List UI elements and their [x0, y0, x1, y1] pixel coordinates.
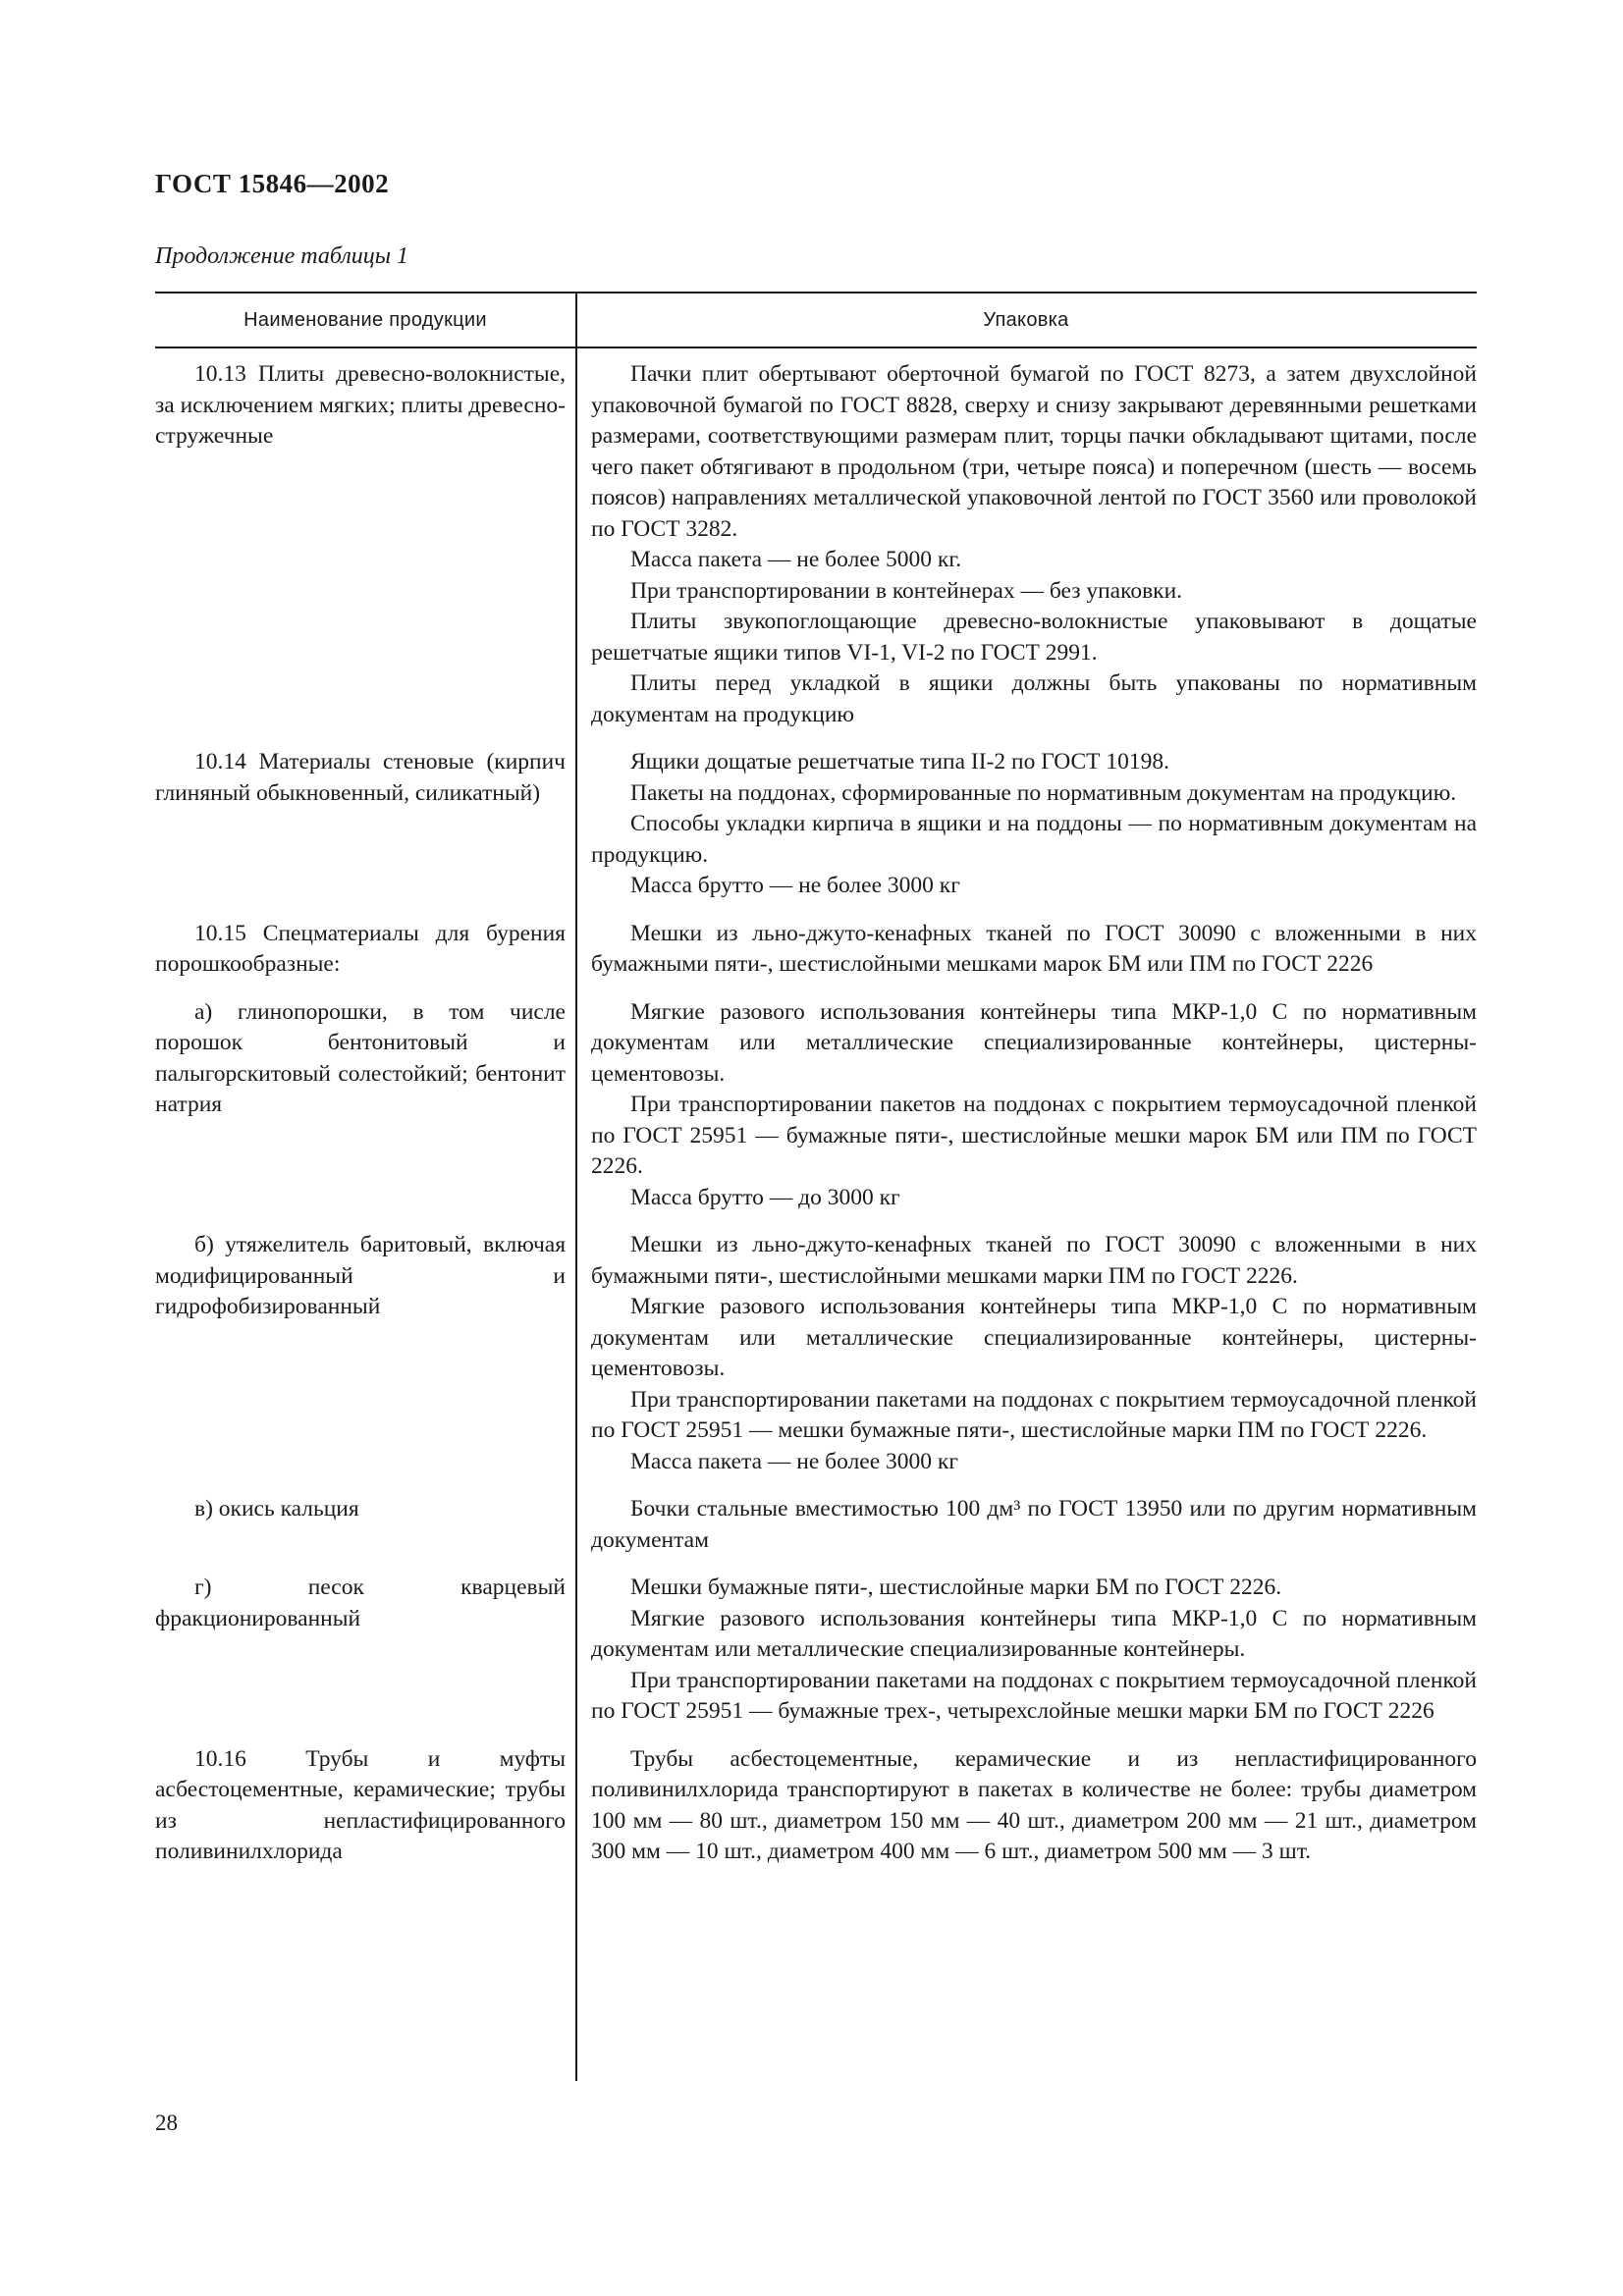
packaging-paragraph: Мягкие разового использования контейнеры типа МКР-1,0 С по нормативным документам или металлические специализированные контейнеры, цистерны-цементовозы.	[591, 1294, 1477, 1381]
product-name: 10.14 Материалы стеновые (кирпич глиняный обыкновенный, силикатный)	[155, 749, 566, 806]
packaging-table	[155, 292, 1477, 1885]
table-header	[155, 292, 1477, 348]
document-id: ГОСТ 15846—2002	[155, 169, 390, 198]
packaging-paragraph: Трубы асбестоцементные, керамические и из непластифицированного поливинилхлорида транспортируют в пакетах в количестве не более: трубы диаметром 100 мм — 80 шт., диаметром 150 мм — 40 шт., диаметром 200 мм — 21 шт., диаметром 300 мм — 10 шт., диаметром 400 мм — 6 шт., диаметром 500 мм — 3 шт.	[591, 1745, 1477, 1864]
packaging-paragraph: Мешки из льно-джуто-кенафных тканей по ГОСТ 30090 с вложенными в них бумажными пяти-, шестислойными мешками марки ПМ по ГОСТ 2226.	[591, 1232, 1477, 1289]
product-name: 10.15 Спецматериалы для бурения порошкообразные:	[155, 920, 566, 977]
packaging-paragraph: При транспортировании пакетами на поддонах с покрытием термоусадочной пленкой по ГОСТ 25951 — мешки бумажные пяти-, шестислойные марки ПМ по ГОСТ 2226.	[591, 1386, 1477, 1443]
packaging-description	[575, 359, 1477, 730]
column-header-packaging: Упаковка	[983, 308, 1069, 331]
packaging-description	[575, 1494, 1477, 1556]
packaging-paragraph: Ящики дощатые решетчатые типа II-2 по ГОСТ 10198.	[630, 749, 1170, 774]
table-row	[155, 1494, 1477, 1556]
packaging-paragraph: Плиты перед укладкой в ящики должны быть упакованы по нормативным документам на продукцию	[591, 670, 1477, 727]
table-row	[155, 1573, 1477, 1728]
table-row	[155, 1744, 1477, 1868]
packaging-paragraph: Пачки плит обертывают оберточной бумагой по ГОСТ 8273, а затем двухслойной упаковочной бумагой по ГОСТ 8828, сверху и снизу закрывают деревянными решетками размерами, соответствующими размерам плит, торцы пачки обкладывают щитами, после чего пакет обтягивают в продольном (три, четыре пояса) и поперечном (шесть — восемь поясов) направлениях металлической упаковочной лентой по ГОСТ 3560 или проволокой по ГОСТ 3282.	[591, 361, 1477, 542]
packaging-paragraph: Масса брутто — до 3000 кг	[630, 1184, 900, 1210]
packaging-description	[575, 1573, 1477, 1728]
table-row	[155, 359, 1477, 730]
product-name: г) песок кварцевый фракционированный	[155, 1575, 566, 1631]
page-number: 28	[155, 2110, 178, 2135]
packaging-paragraph: Бочки стальные вместимостью 100 дм³ по ГОСТ 13950 или по другим нормативным документам	[591, 1496, 1477, 1553]
table-continuation-caption: Продолжение таблицы 1	[155, 243, 409, 269]
packaging-paragraph: При транспортировании в контейнерах — без упаковки.	[630, 577, 1183, 604]
packaging-paragraph: Масса брутто — не более 3000 кг	[630, 873, 960, 898]
packaging-description	[575, 1230, 1477, 1477]
product-name: 10.16 Трубы и муфты асбестоцементные, керамические; трубы из непластифицированного поливинилхлорида	[155, 1745, 566, 1864]
product-name: б) утяжелитель баритовый, включая модифицированный и гидрофобизированный	[155, 1232, 566, 1319]
table-row	[155, 997, 1477, 1214]
packaging-paragraph: Мягкие разового использования контейнеры типа МКР-1,0 С по нормативным документам или металлические специализированные контейнеры, цистерны-цементовозы.	[591, 998, 1477, 1087]
table-row	[155, 747, 1477, 902]
table-row	[155, 1230, 1477, 1477]
column-header-product: Наименование продукции	[243, 308, 487, 331]
column-divider	[575, 292, 577, 2081]
packaging-description	[575, 1744, 1477, 1868]
table-body	[155, 348, 1477, 1868]
packaging-paragraph: Масса пакета — не более 3000 кг	[630, 1448, 958, 1474]
packaging-paragraph: Способы укладки кирпича в ящики и на поддоны — по нормативным документам на продукцию.	[591, 811, 1477, 868]
packaging-paragraph: Плиты звукопоглощающие древесно-волокнистые упаковывают в дощатые решетчатые ящики типов VI-1, VI-2 по ГОСТ 2991.	[591, 609, 1477, 666]
table-row	[155, 919, 1477, 981]
product-name: а) глинопорошки, в том числе порошок бентонитовый и палыгорскитовый солестойкий; бентонит натрия	[155, 998, 566, 1117]
packaging-description	[575, 919, 1477, 981]
product-name: 10.13 Плиты древесно-волокнистые, за исключением мягких; плиты древесно-стружечные	[155, 361, 566, 449]
packaging-paragraph: Мешки из льно-джуто-кенафных тканей по ГОСТ 30090 с вложенными в них бумажными пяти-, шестислойными мешками марок БМ или ПМ по ГОСТ 2226	[591, 920, 1477, 977]
packaging-paragraph: Мешки бумажные пяти-, шестислойные марки БМ по ГОСТ 2226.	[630, 1575, 1282, 1600]
product-name: в) окись кальция	[194, 1496, 359, 1522]
packaging-paragraph: Мягкие разового использования контейнеры типа МКР-1,0 С по нормативным документам или металлические специализированные контейнеры.	[591, 1605, 1477, 1662]
packaging-paragraph: При транспортировании пакетов на поддонах с покрытием термоусадочной пленкой по ГОСТ 25951 — бумажные пяти-, шестислойные мешки марок БМ или ПМ по ГОСТ 2226.	[591, 1092, 1477, 1179]
packaging-paragraph: Масса пакета — не более 5000 кг.	[630, 547, 962, 572]
packaging-description	[575, 747, 1477, 902]
packaging-paragraph: Пакеты на поддонах, сформированные по нормативным документам на продукцию.	[630, 779, 1457, 806]
packaging-paragraph: При транспортировании пакетами на поддонах с покрытием термоусадочной пленкой по ГОСТ 25951 — бумажные трех-, четырехслойные мешки марки БМ по ГОСТ 2226	[591, 1667, 1477, 1724]
packaging-description	[575, 997, 1477, 1214]
